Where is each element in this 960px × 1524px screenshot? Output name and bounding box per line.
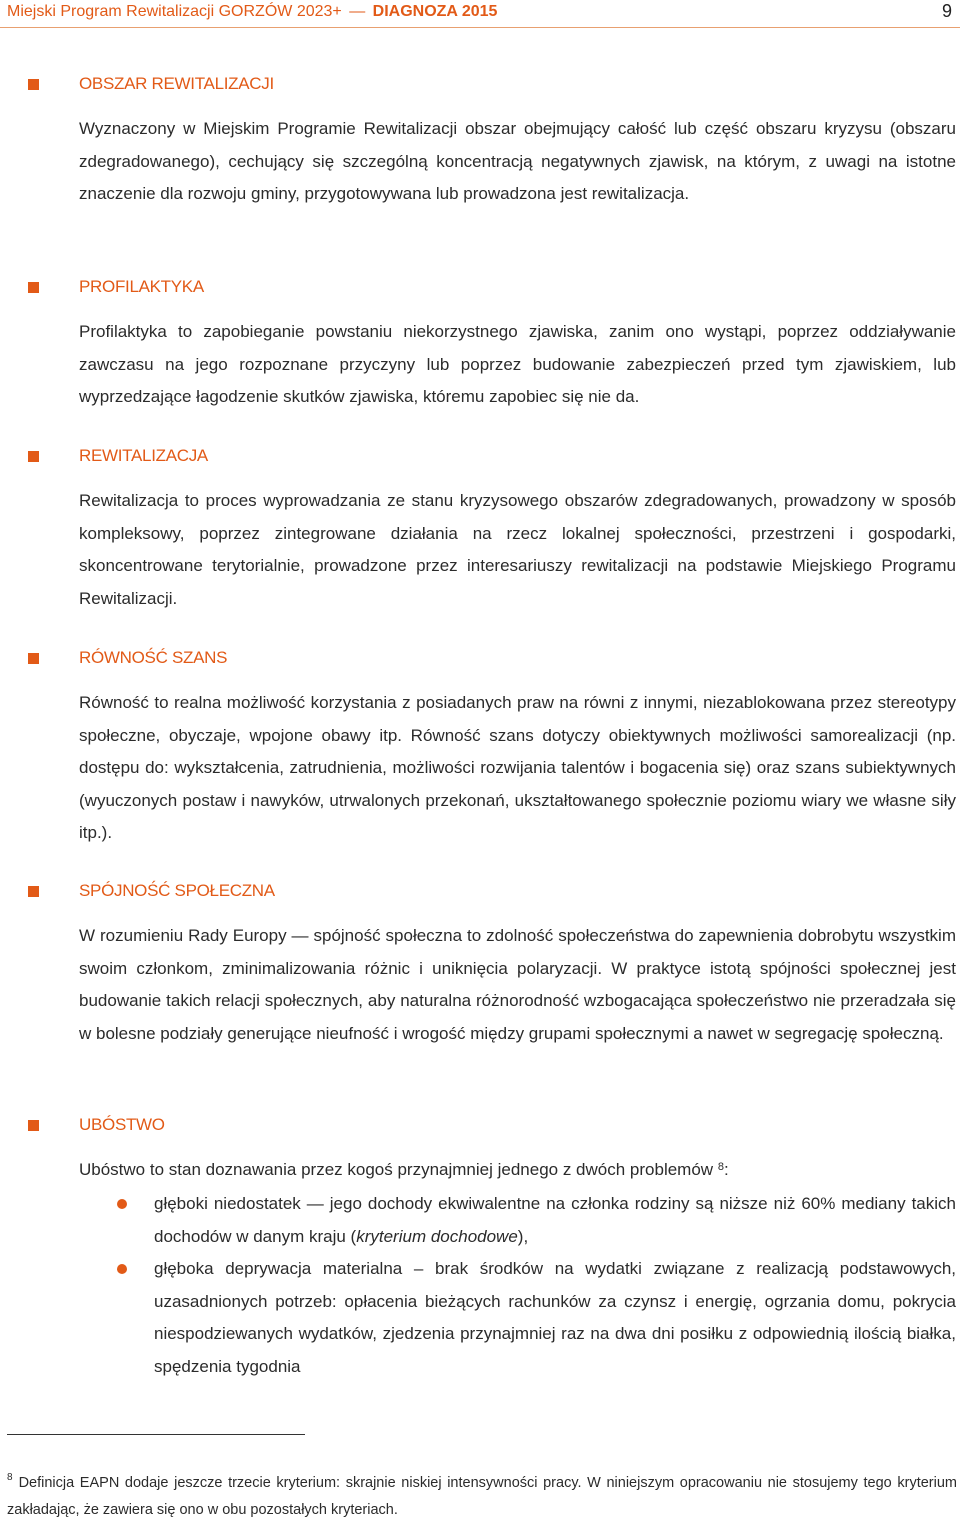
footnote-text: Definicja EAPN dodaje jeszcze trzecie kryterium: skrajnie niskiej intensywności pracy. W niniejszym opracowaniu nie stosujemy tego kryterium zakładając, że zawiera się ono w obu pozostałych kryteriach. [7, 1475, 957, 1518]
section-bullet-icon [28, 886, 39, 897]
list-item-text: głęboki niedostatek — jego dochody ekwiwalentne na członka rodziny są niższe niż 60% mediany takich dochodów w danym kraju ( [154, 1194, 956, 1246]
poverty-criteria-list [79, 1188, 956, 1384]
section-text: Profilaktyka to zapobieganie powstaniu niekorzystnego zjawiska, zanim ono wystąpi, poprzez oddziaływanie zawczasu na jego rozpoznane przyczyny lub poprzez budowanie zabezpieczeń przed tym zjawiskiem, lub wyprzedzające łagodzenie skutków zjawiska, któremu zapobiec się nie da. [79, 322, 956, 407]
section-text: Równość to realna możliwość korzystania z posiadanych praw na równi z innymi, niezablokowana przez stereotypy społeczne, obyczaje, wpojone obawy itp. Równość szans dotyczy obiektywnych możliwości samorealizacji (np. dostępu do: wykształcenia, zatrudnienia, możliwości rozwijania talentów i bogacenia się) oraz szans subiektywnych (wyuczonych postaw i nawyków, utrwalonych przekonań, ukształtowanego społecznie poziomu wiary we własne siły itp.). [79, 693, 956, 843]
section-heading: REWITALIZACJA [79, 446, 208, 465]
section-bullet-icon [28, 653, 39, 664]
section-text: Wyznaczony w Miejskim Programie Rewitalizacji obszar obejmujący całość lub część obszaru kryzysu (obszaru zdegradowanego), cechujący się szczególną koncentracją negatywnych zjawisk, na którym, z uwagi na istotne znaczenie dla rozwoju gminy, przygotowywana lub prowadzona jest rewitalizacja. [79, 119, 956, 204]
footnote-reference[interactable]: 8 [717, 1161, 724, 1173]
page-header [0, 0, 960, 28]
intro-end: : [723, 1160, 729, 1179]
section-intro [79, 1154, 956, 1187]
document-subtitle: DIAGNOZA 2015 [372, 3, 498, 20]
section-heading: RÓWNOŚĆ SZANS [79, 648, 228, 667]
section-heading: UBÓSTWO [79, 1115, 165, 1134]
list-bullet-icon [117, 1264, 127, 1274]
list-item-italic: kryterium dochodowe [356, 1226, 518, 1246]
section-heading: OBSZAR REWITALIZACJI [79, 74, 274, 93]
section-bullet-icon [28, 1120, 39, 1131]
footnote-divider [7, 1434, 305, 1435]
document-title [7, 3, 497, 21]
footnote-mark: 8 [7, 1472, 13, 1483]
section-text: Rewitalizacja to proces wyprowadzania ze stanu kryzysowego obszarów zdegradowanych, prowadzony w sposób kompleksowy, poprzez zintegrowane działania na rzecz lokalnej społeczności, przestrzeni i gospodarki, skoncentrowane terytorialnie, prowadzone przez interesariuszy rewitalizacji na podstawie Miejskiego Programu Rewitalizacji. [79, 491, 956, 608]
list-item [79, 1253, 956, 1383]
document-title-main: Miejski Program Rewitalizacji GORZÓW 2023+ [7, 3, 342, 20]
section-heading: PROFILAKTYKA [79, 277, 204, 296]
list-item [79, 1188, 956, 1253]
list-item-text-end: ), [517, 1226, 529, 1246]
section-heading: SPÓJNOŚĆ SPOŁECZNA [79, 881, 275, 900]
section-bullet-icon [28, 79, 39, 90]
page-number: 9 [941, 1, 952, 21]
list-bullet-icon [117, 1199, 127, 1209]
intro-text: Ubóstwo to stan doznawania przez kogoś przynajmniej jednego z dwóch problemów [79, 1160, 714, 1179]
section-bullet-icon [28, 451, 39, 462]
title-separator: — [349, 3, 366, 20]
footnote [7, 1470, 957, 1524]
list-item-text: głęboka deprywacja materialna – brak środków na wydatki związane z realizacją podstawowych, uzasadnionych potrzeb: opłacenia bieżących rachunków za czynsz i energię, ogrzania domu, pokrycia niespodziewanych wydatków, zjedzenia przynajmniej raz na dwa dni posiłku z odpowiednią ilością białka, spędzenia tygodnia [154, 1259, 956, 1376]
section-bullet-icon [28, 282, 39, 293]
section-text: W rozumieniu Rady Europy — spójność społeczna to zdolność społeczeństwa do zapewnienia dobrobytu wszystkim swoim członkom, zminimalizowania różnic i uniknięcia polaryzacji. W praktyce istotą spójności społecznej jest budowanie takich relacji społecznych, aby naturalna różnorodność wzbogacająca społeczeństwo nie przeradzała się w bolesne podziały generujące nieufność i wrogość między grupami społecznymi a nawet w segregację społeczną. [79, 926, 956, 1043]
